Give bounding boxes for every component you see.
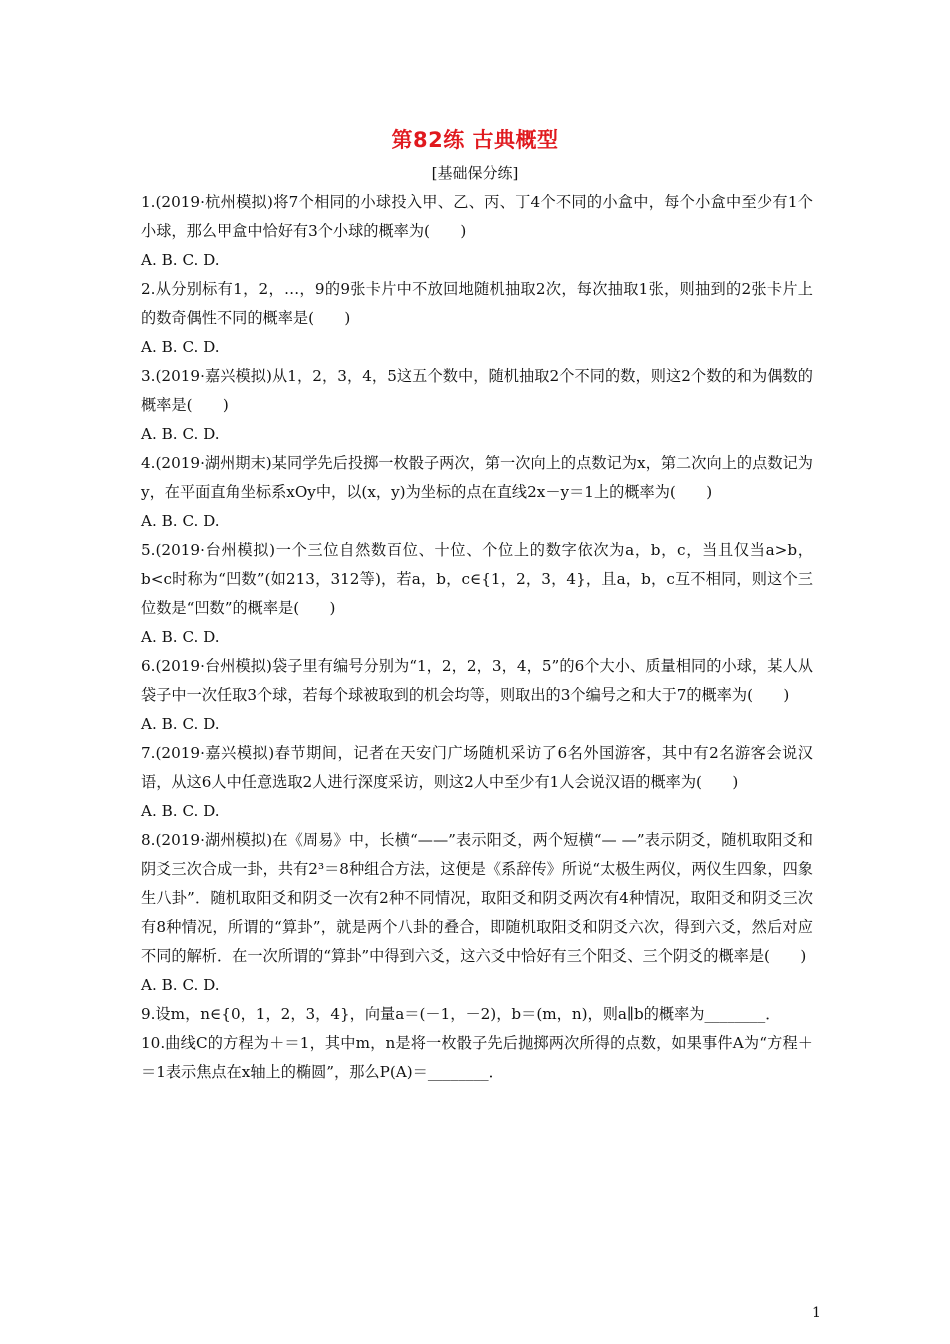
question-text: 8.(2019·湖州模拟)在《周易》中，长横“——”表示阳爻，两个短横“— —”表示阴爻，随机取阳爻和阴爻三次合成一卦，共有2³＝8种组合方法，这便是《系辞传》所说“太极生两仪，两仪生四象，四象生八卦”．随机取阳爻和阴爻一次有2种不同情况，取阳爻和阴爻两次有4种情况，取阳爻和阴爻三次有8种情况，所谓的“算卦”，就是两个八卦的叠合，即随机取阳爻和阴爻六次，得到六爻，然后对应不同的解析．在一次所谓的“算卦”中得到六爻，这六爻中恰好有三个阳爻、三个阴爻的概率是( ) [141, 831, 813, 965]
question-text: 4.(2019·湖州期末)某同学先后投掷一枚骰子两次，第一次向上的点数记为x，第二次向上的点数记为y，在平面直角坐标系xOy中，以(x，y)为坐标的点在直线2x－y＝1上的概率为( ) [141, 454, 813, 501]
question-item [141, 826, 813, 1000]
question-item [141, 1029, 813, 1087]
question-item [141, 362, 813, 449]
question-text: 10.曲线C的方程为＋＝1，其中m，n是将一枚骰子先后抛掷两次所得的点数，如果事件A为“方程＋＝1表示焦点在x轴上的椭圆”，那么P(A)＝________． [141, 1034, 813, 1081]
question-text: 3.(2019·嘉兴模拟)从1，2，3，4，5这五个数中，随机抽取2个不同的数，则这2个数的和为偶数的概率是( ) [141, 367, 813, 414]
question-options: A. B. C. D. [141, 715, 220, 733]
page-number: 1 [812, 1305, 821, 1321]
question-item [141, 275, 813, 362]
question-item [141, 449, 813, 536]
question-text: 5.(2019·台州模拟)一个三位自然数百位、十位、个位上的数字依次为a，b，c，当且仅当a>b，b<c时称为“凹数”(如213，312等)，若a，b，c∈{1，2，3，4}，且a，b，c互不相同，则这个三位数是“凹数”的概率是( ) [141, 541, 813, 617]
question-item [141, 536, 813, 652]
question-item [141, 739, 813, 826]
question-item [141, 188, 813, 275]
question-options: A. B. C. D. [141, 251, 220, 269]
question-text: 6.(2019·台州模拟)袋子里有编号分别为“1，2，2，3，4，5”的6个大小、质量相同的小球，某人从袋子中一次任取3个球，若每个球被取到的机会均等，则取出的3个编号之和大于7的概率为( ) [141, 657, 813, 704]
question-options: A. B. C. D. [141, 802, 220, 820]
question-options: A. B. C. D. [141, 512, 220, 530]
question-item [141, 1000, 813, 1029]
question-options: A. B. C. D. [141, 338, 220, 356]
question-text: 1.(2019·杭州模拟)将7个相同的小球投入甲、乙、丙、丁4个不同的小盒中，每个小盒中至少有1个小球，那么甲盒中恰好有3个小球的概率为( ) [141, 193, 813, 240]
question-list [141, 188, 813, 1087]
question-text: 7.(2019·嘉兴模拟)春节期间，记者在天安门广场随机采访了6名外国游客，其中有2名游客会说汉语，从这6人中任意选取2人进行深度采访，则这2人中至少有1人会说汉语的概率为( ) [141, 744, 813, 791]
page-title: 第82练 古典概型 [391, 128, 559, 152]
question-item [141, 652, 813, 739]
section-heading: [基础保分练] [431, 164, 519, 182]
question-options: A. B. C. D. [141, 628, 220, 646]
question-text: 2.从分别标有1，2，…，9的9张卡片中不放回地随机抽取2次，每次抽取1张，则抽到的2张卡片上的数奇偶性不同的概率是( ) [141, 280, 813, 327]
question-options: A. B. C. D. [141, 976, 220, 994]
question-text: 9.设m，n∈{0，1，2，3，4}，向量a＝(－1，－2)，b＝(m，n)，则a∥b的概率为________． [141, 1005, 781, 1023]
question-options: A. B. C. D. [141, 425, 220, 443]
